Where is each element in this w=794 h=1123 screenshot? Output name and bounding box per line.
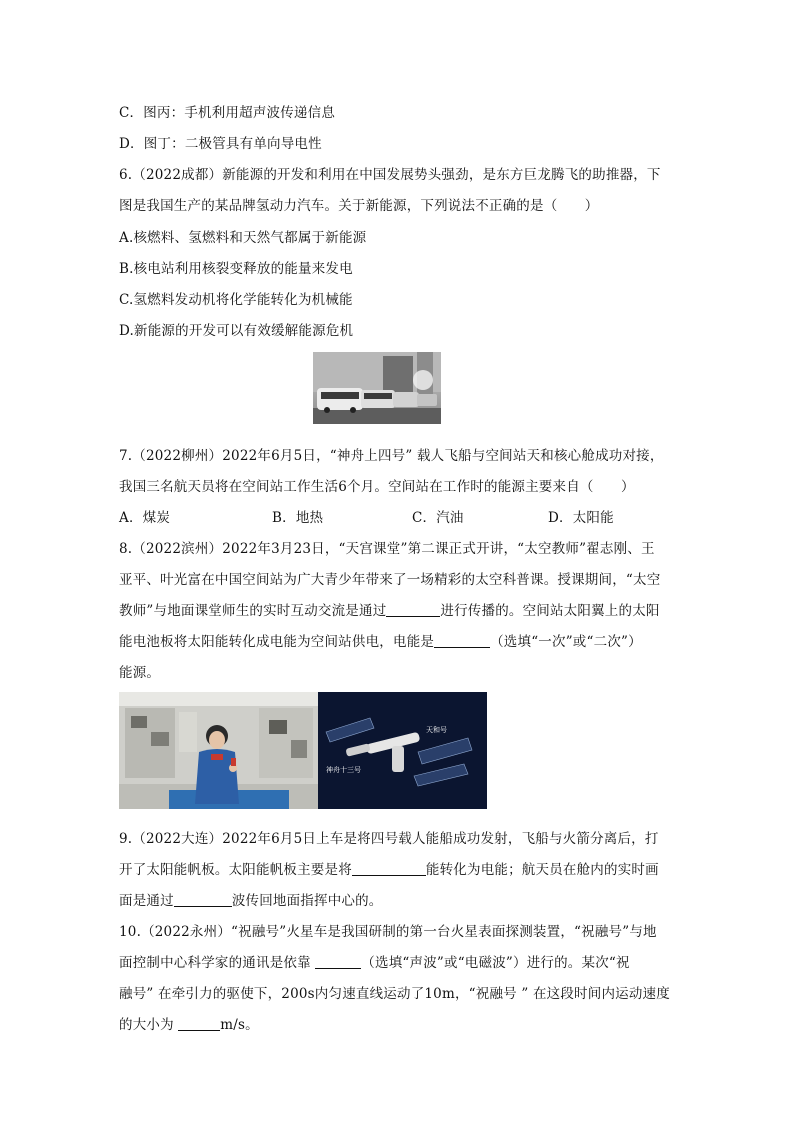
answer-blank[interactable] bbox=[315, 954, 361, 969]
question-10-stem-4 bbox=[119, 1015, 259, 1035]
question-6-stem-2: 图是我国生产的某品牌氢动力汽车。关于新能源，下列说法不正确的是（ ） bbox=[119, 198, 599, 214]
tianhe-label: 天和号 bbox=[426, 726, 447, 734]
question-8-text-d: （选填“一次”或“二次”） bbox=[490, 634, 642, 650]
question-9-stem-1: 9.（2022大连）2022年6月5日上车是将四号载人能船成功发射，飞船与火箭分离后，打 bbox=[119, 831, 659, 847]
question-9-text-b: 能转化为电能；航天员在舱内的实时画 bbox=[425, 862, 659, 878]
question-9-stem-2 bbox=[119, 860, 659, 880]
question-6-option-d: D.新能源的开发可以有效缓解能源危机 bbox=[119, 323, 354, 339]
astronaut-classroom-photo bbox=[119, 692, 319, 809]
question-7-option-c: C．汽油 bbox=[412, 510, 464, 526]
question-7-option-b: B．地热 bbox=[272, 510, 324, 526]
question-8-stem-4 bbox=[119, 632, 642, 652]
option-d-line: D．图丁：二极管具有单向导电性 bbox=[119, 136, 322, 152]
question-9-text-a: 开了太阳能帆板。太阳能帆板主要是将 bbox=[119, 862, 352, 878]
answer-blank[interactable] bbox=[352, 861, 426, 876]
question-6-stem-1: 6.（2022成都）新能源的开发和利用在中国发展势头强劲，是东方巨龙腾飞的助推器，下 bbox=[119, 167, 661, 183]
question-6-option-b: B.核电站利用核裂变释放的能量来发电 bbox=[119, 261, 353, 277]
question-10-stem-1: 10.（2022永州）“祝融号”火星车是我国研制的第一台火星表面探测装置，“祝融号”与地 bbox=[119, 924, 657, 940]
question-10-text-d: m/s。 bbox=[220, 1017, 259, 1033]
question-8-stem-1: 8.（2022滨州）2022年3月23日，“天宫课堂”第二课正式开讲，“太空教师”翟志刚、王 bbox=[119, 541, 655, 557]
astronaut-illustration bbox=[119, 692, 319, 809]
question-10-stem-3: 融号” 在牵引力的驱使下，200s内匀速直线运动了10m，“祝融号 ” 在这段时间内运动速度 bbox=[119, 986, 670, 1002]
question-7-stem-2: 我国三名航天员将在空间站工作生活6个月。空间站在工作时的能源主要来自（ ） bbox=[119, 479, 635, 495]
question-7-stem-1: 7.（2022柳州）2022年6月5日，“神舟上四号” 载人飞船与空间站天和核心舱成功对接， bbox=[119, 448, 664, 464]
question-8-text-a: 教师”与地面课堂师生的实时互动交流是通过 bbox=[119, 603, 387, 619]
question-10-text-c: 的大小为 bbox=[119, 1017, 179, 1033]
answer-blank[interactable] bbox=[178, 1016, 220, 1031]
question-10-text-a: 面控制中心科学家的通讯是依靠 bbox=[119, 955, 316, 971]
question-8-stem-5: 能源。 bbox=[119, 665, 161, 681]
question-7-option-a: A．煤炭 bbox=[119, 510, 171, 526]
question-6-option-a: A.核燃料、氢燃料和天然气都属于新能源 bbox=[119, 230, 367, 246]
hydrogen-bus-photo bbox=[313, 352, 441, 424]
option-c-line: C．图丙：手机利用超声波传递信息 bbox=[119, 105, 336, 121]
shenzhou-label: 神舟十三号 bbox=[326, 766, 361, 774]
question-8-stem-3 bbox=[119, 601, 660, 621]
answer-blank[interactable] bbox=[386, 602, 440, 617]
question-10-text-b: （选填“声波”或“电磁波”）进行的。某次“祝 bbox=[361, 955, 630, 971]
space-station-photo bbox=[318, 692, 487, 809]
question-8-stem-2: 亚平、叶光富在中国空间站为广大青少年带来了一场精彩的太空科普课。授课期间，“太空 bbox=[119, 572, 661, 588]
answer-blank[interactable] bbox=[434, 633, 490, 648]
question-10-stem-2 bbox=[119, 953, 630, 973]
question-6-option-c: C.氢燃料发动机将化学能转化为机械能 bbox=[119, 292, 353, 308]
space-station-illustration bbox=[318, 692, 487, 809]
answer-blank[interactable] bbox=[174, 892, 232, 907]
question-9-text-d: 波传回地面指挥中心的。 bbox=[231, 893, 383, 909]
question-8-text-c: 能电池板将太阳能转化成电能为空间站供电，电能是 bbox=[119, 634, 435, 650]
question-7-option-d: D．太阳能 bbox=[548, 510, 614, 526]
question-7-options bbox=[119, 508, 614, 528]
question-9-stem-3 bbox=[119, 891, 383, 911]
bus-illustration bbox=[313, 352, 441, 424]
question-8-text-b: 进行传播的。空间站太阳翼上的太阳 bbox=[440, 603, 660, 619]
question-9-text-c: 面是通过 bbox=[119, 893, 174, 909]
